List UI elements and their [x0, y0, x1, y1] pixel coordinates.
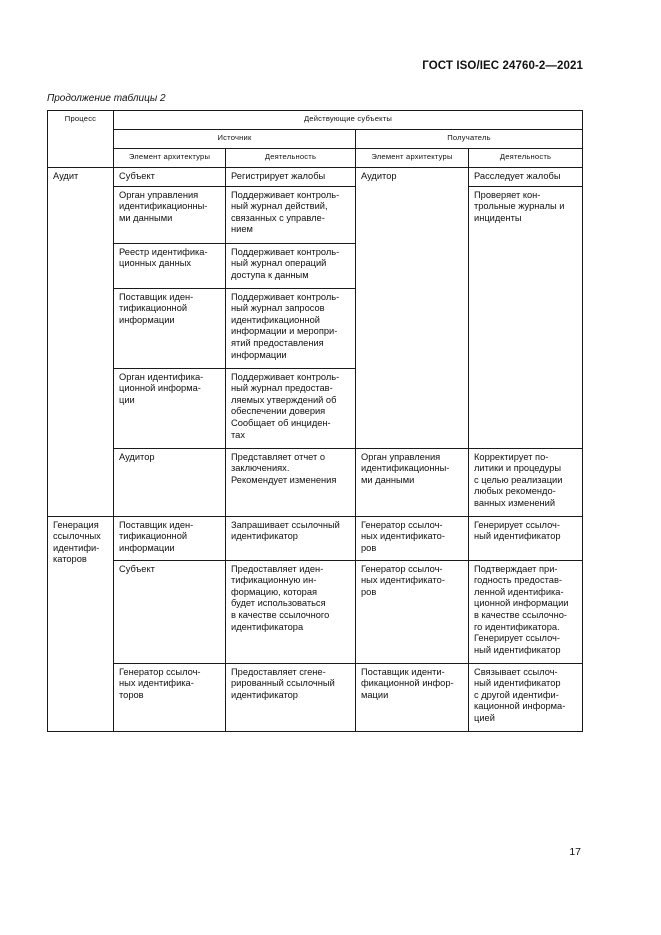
process-cell-audit: Аудит — [48, 168, 114, 517]
header-recipient-arch: Элемент архитектуры — [356, 149, 469, 168]
table-row — [48, 448, 583, 516]
source-activity-cell: Предоставляет сгене- рированный ссылочный идентификатор — [226, 663, 356, 731]
source-arch-cell: Орган управления идентификационны- ми данными — [114, 186, 226, 243]
source-activity-cell: Регистрирует жалобы — [226, 168, 356, 187]
recipient-arch-cell: Орган управления идентификационны- ми данными — [356, 448, 469, 516]
source-arch-cell: Реестр идентифика- ционных данных — [114, 243, 226, 288]
recipient-arch-cell: Поставщик иденти- фикационной инфор- мации — [356, 663, 469, 731]
table-row — [48, 168, 583, 187]
recipient-activity-cell: Корректирует по- литики и процедуры с целью реализации любых рекомендо- ванных изменений — [469, 448, 583, 516]
recipient-activity-cell: Связывает ссылоч- ный идентификатор с другой идентифи- кационной информа- цией — [469, 663, 583, 731]
source-activity-cell: Поддерживает контроль- ный журнал действий, связанных с управле- нием — [226, 186, 356, 243]
source-arch-cell: Поставщик иден- тификационной информации — [114, 516, 226, 560]
recipient-activity-cell: Подтверждает при- годность предостав- ленной идентифика- ционной информации в качестве ссылочно- го идентификатора. Генерирует ссылоч- ный идентификатор — [469, 560, 583, 663]
header-subjects: Действующие субъекты — [114, 111, 583, 130]
recipient-arch-cell: Генератор ссылоч- ных идентификато- ров — [356, 516, 469, 560]
table-row — [48, 516, 583, 560]
recipient-arch-cell: Аудитор — [356, 168, 469, 449]
source-arch-cell: Генератор ссылоч- ных идентифика- торов — [114, 663, 226, 731]
source-activity-cell: Предоставляет иден- тификационную ин- формацию, которая будет использоваться в качестве ссылочного идентификатора — [226, 560, 356, 663]
recipient-activity-cell: Проверяет кон- трольные журналы и инциденты — [469, 186, 583, 448]
source-arch-cell: Аудитор — [114, 448, 226, 516]
process-table — [47, 110, 583, 732]
table-caption: Продолжение таблицы 2 — [47, 93, 166, 104]
process-cell-generation: Генерация ссылочных идентифи- каторов — [48, 516, 114, 731]
header-recipient-activity: Деятельность — [469, 149, 583, 168]
header-source: Источник — [114, 130, 356, 149]
header-recipient: Получатель — [356, 130, 583, 149]
header-source-arch: Элемент архитектуры — [114, 149, 226, 168]
source-activity-cell: Представляет отчет о заключениях. Рекомендует изменения — [226, 448, 356, 516]
source-activity-cell: Поддерживает контроль- ный журнал запросов идентификационной информации и меропри- ятий предоставления информации — [226, 288, 356, 368]
source-arch-cell: Поставщик иден- тификационной информации — [114, 288, 226, 368]
standard-header: ГОСТ ISO/IEC 24760-2—2021 — [422, 60, 583, 72]
source-activity-cell: Поддерживает контроль- ный журнал предостав- ляемых утверждений об обеспечении доверия Сообщает об инциден- тах — [226, 368, 356, 448]
header-process: Процесс — [48, 111, 114, 168]
source-arch-cell: Субъект — [114, 560, 226, 663]
source-activity-cell: Запрашивает ссылочный идентификатор — [226, 516, 356, 560]
recipient-activity-cell: Расследует жалобы — [469, 168, 583, 187]
recipient-arch-cell: Генератор ссылоч- ных идентификато- ров — [356, 560, 469, 663]
source-arch-cell: Субъект — [114, 168, 226, 187]
header-source-activity: Деятельность — [226, 149, 356, 168]
source-arch-cell: Орган идентифика- ционной информа- ции — [114, 368, 226, 448]
page-number: 17 — [569, 846, 581, 858]
table-row — [48, 560, 583, 663]
table-row — [48, 186, 583, 243]
recipient-activity-cell: Генерирует ссылоч- ный идентификатор — [469, 516, 583, 560]
table-row — [48, 663, 583, 731]
source-activity-cell: Поддерживает контроль- ный журнал операций доступа к данным — [226, 243, 356, 288]
